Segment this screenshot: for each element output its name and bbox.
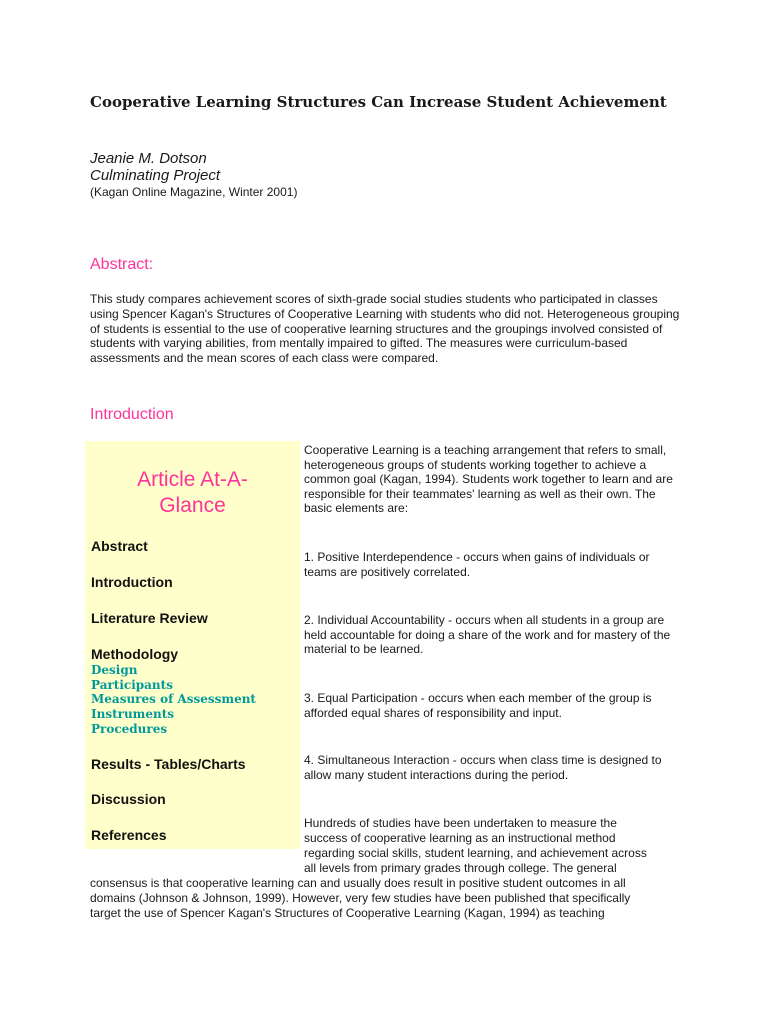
sidebar-link-design[interactable]: Design [91, 663, 138, 677]
closing-line: regarding social skills, student learning, and achievement across [304, 846, 647, 860]
intro-paragraph: Cooperative Learning is a teaching arrangement that refers to small, heterogeneous groups of students working together to achieve a common goal (Kagan, 1994). Students work together to learn and are responsible for their teammates' learning as well as their own. The basic elements are: [304, 443, 673, 516]
project-name: Culminating Project [90, 167, 221, 184]
sidebar-link-instruments[interactable]: Instruments [91, 707, 175, 721]
element-simultaneous-interaction: 4. Simultaneous Interaction - occurs when class time is designed to allow many student interactions during the period. [304, 753, 662, 782]
sidebar-link-methodology[interactable]: Methodology [91, 646, 179, 662]
sidebar-link-measures-of-assessment[interactable]: Measures of Assessment [91, 692, 256, 706]
citation: (Kagan Online Magazine, Winter 2001) [90, 185, 298, 199]
sidebar-title-line2: Glance [159, 494, 226, 517]
closing-line: success of cooperative learning as an instructional method [304, 831, 616, 845]
introduction-heading: Introduction [90, 406, 174, 423]
author-name: Jeanie M. Dotson [90, 150, 207, 167]
element-positive-interdependence: 1. Positive Interdependence - occurs when gains of individuals or teams are positively correlated. [304, 550, 650, 579]
closing-line: all levels from primary grades through college. The general [304, 861, 617, 875]
sidebar-title [85, 467, 300, 519]
page-title: Cooperative Learning Structures Can Increase Student Achievement [90, 93, 667, 111]
sidebar-link-procedures[interactable]: Procedures [91, 722, 168, 736]
closing-line: consensus is that cooperative learning can and usually does result in positive student outcomes in all [90, 876, 626, 890]
sidebar-link-discussion[interactable]: Discussion [91, 791, 166, 807]
closing-line: domains (Johnson & Johnson, 1999). However, very few studies have been published that specifically [90, 891, 631, 905]
sidebar-link-introduction[interactable]: Introduction [91, 574, 173, 590]
element-equal-participation: 3. Equal Participation - occurs when each member of the group is afforded equal shares of responsibility and input. [304, 691, 652, 720]
sidebar-link-literature-review[interactable]: Literature Review [91, 610, 208, 626]
abstract-heading: Abstract: [90, 256, 154, 273]
sidebar-link-abstract[interactable]: Abstract [91, 538, 148, 554]
closing-line: target the use of Spencer Kagan's Structures of Cooperative Learning (Kagan, 1994) as teaching [90, 906, 605, 920]
article-at-a-glance-sidebar [85, 441, 300, 849]
sidebar-link-participants[interactable]: Participants [91, 678, 173, 692]
sidebar-link-references[interactable]: References [91, 827, 167, 843]
author-block [90, 150, 220, 184]
sidebar-title-line1: Article At-A- [137, 468, 248, 491]
closing-line: Hundreds of studies have been undertaken to measure the [304, 816, 617, 830]
closing-paragraph [90, 816, 690, 921]
abstract-text: This study compares achievement scores of sixth-grade social studies students who participated in classes using Spencer Kagan's Structures of Cooperative Learning with students who did not. Heterogeneous grouping of students is essential to the use of cooperative learning structures and the groupings involved consisted of students with varying abilities, from mentally impaired to gifted. The measures were curriculum-based assessments and the mean scores of each class were compared. [90, 292, 680, 366]
element-individual-accountability: 2. Individual Accountability - occurs when all students in a group are held accountable for doing a share of the work and for mastery of the material to be learned. [304, 613, 671, 657]
sidebar-link-results[interactable]: Results - Tables/Charts [91, 756, 246, 772]
